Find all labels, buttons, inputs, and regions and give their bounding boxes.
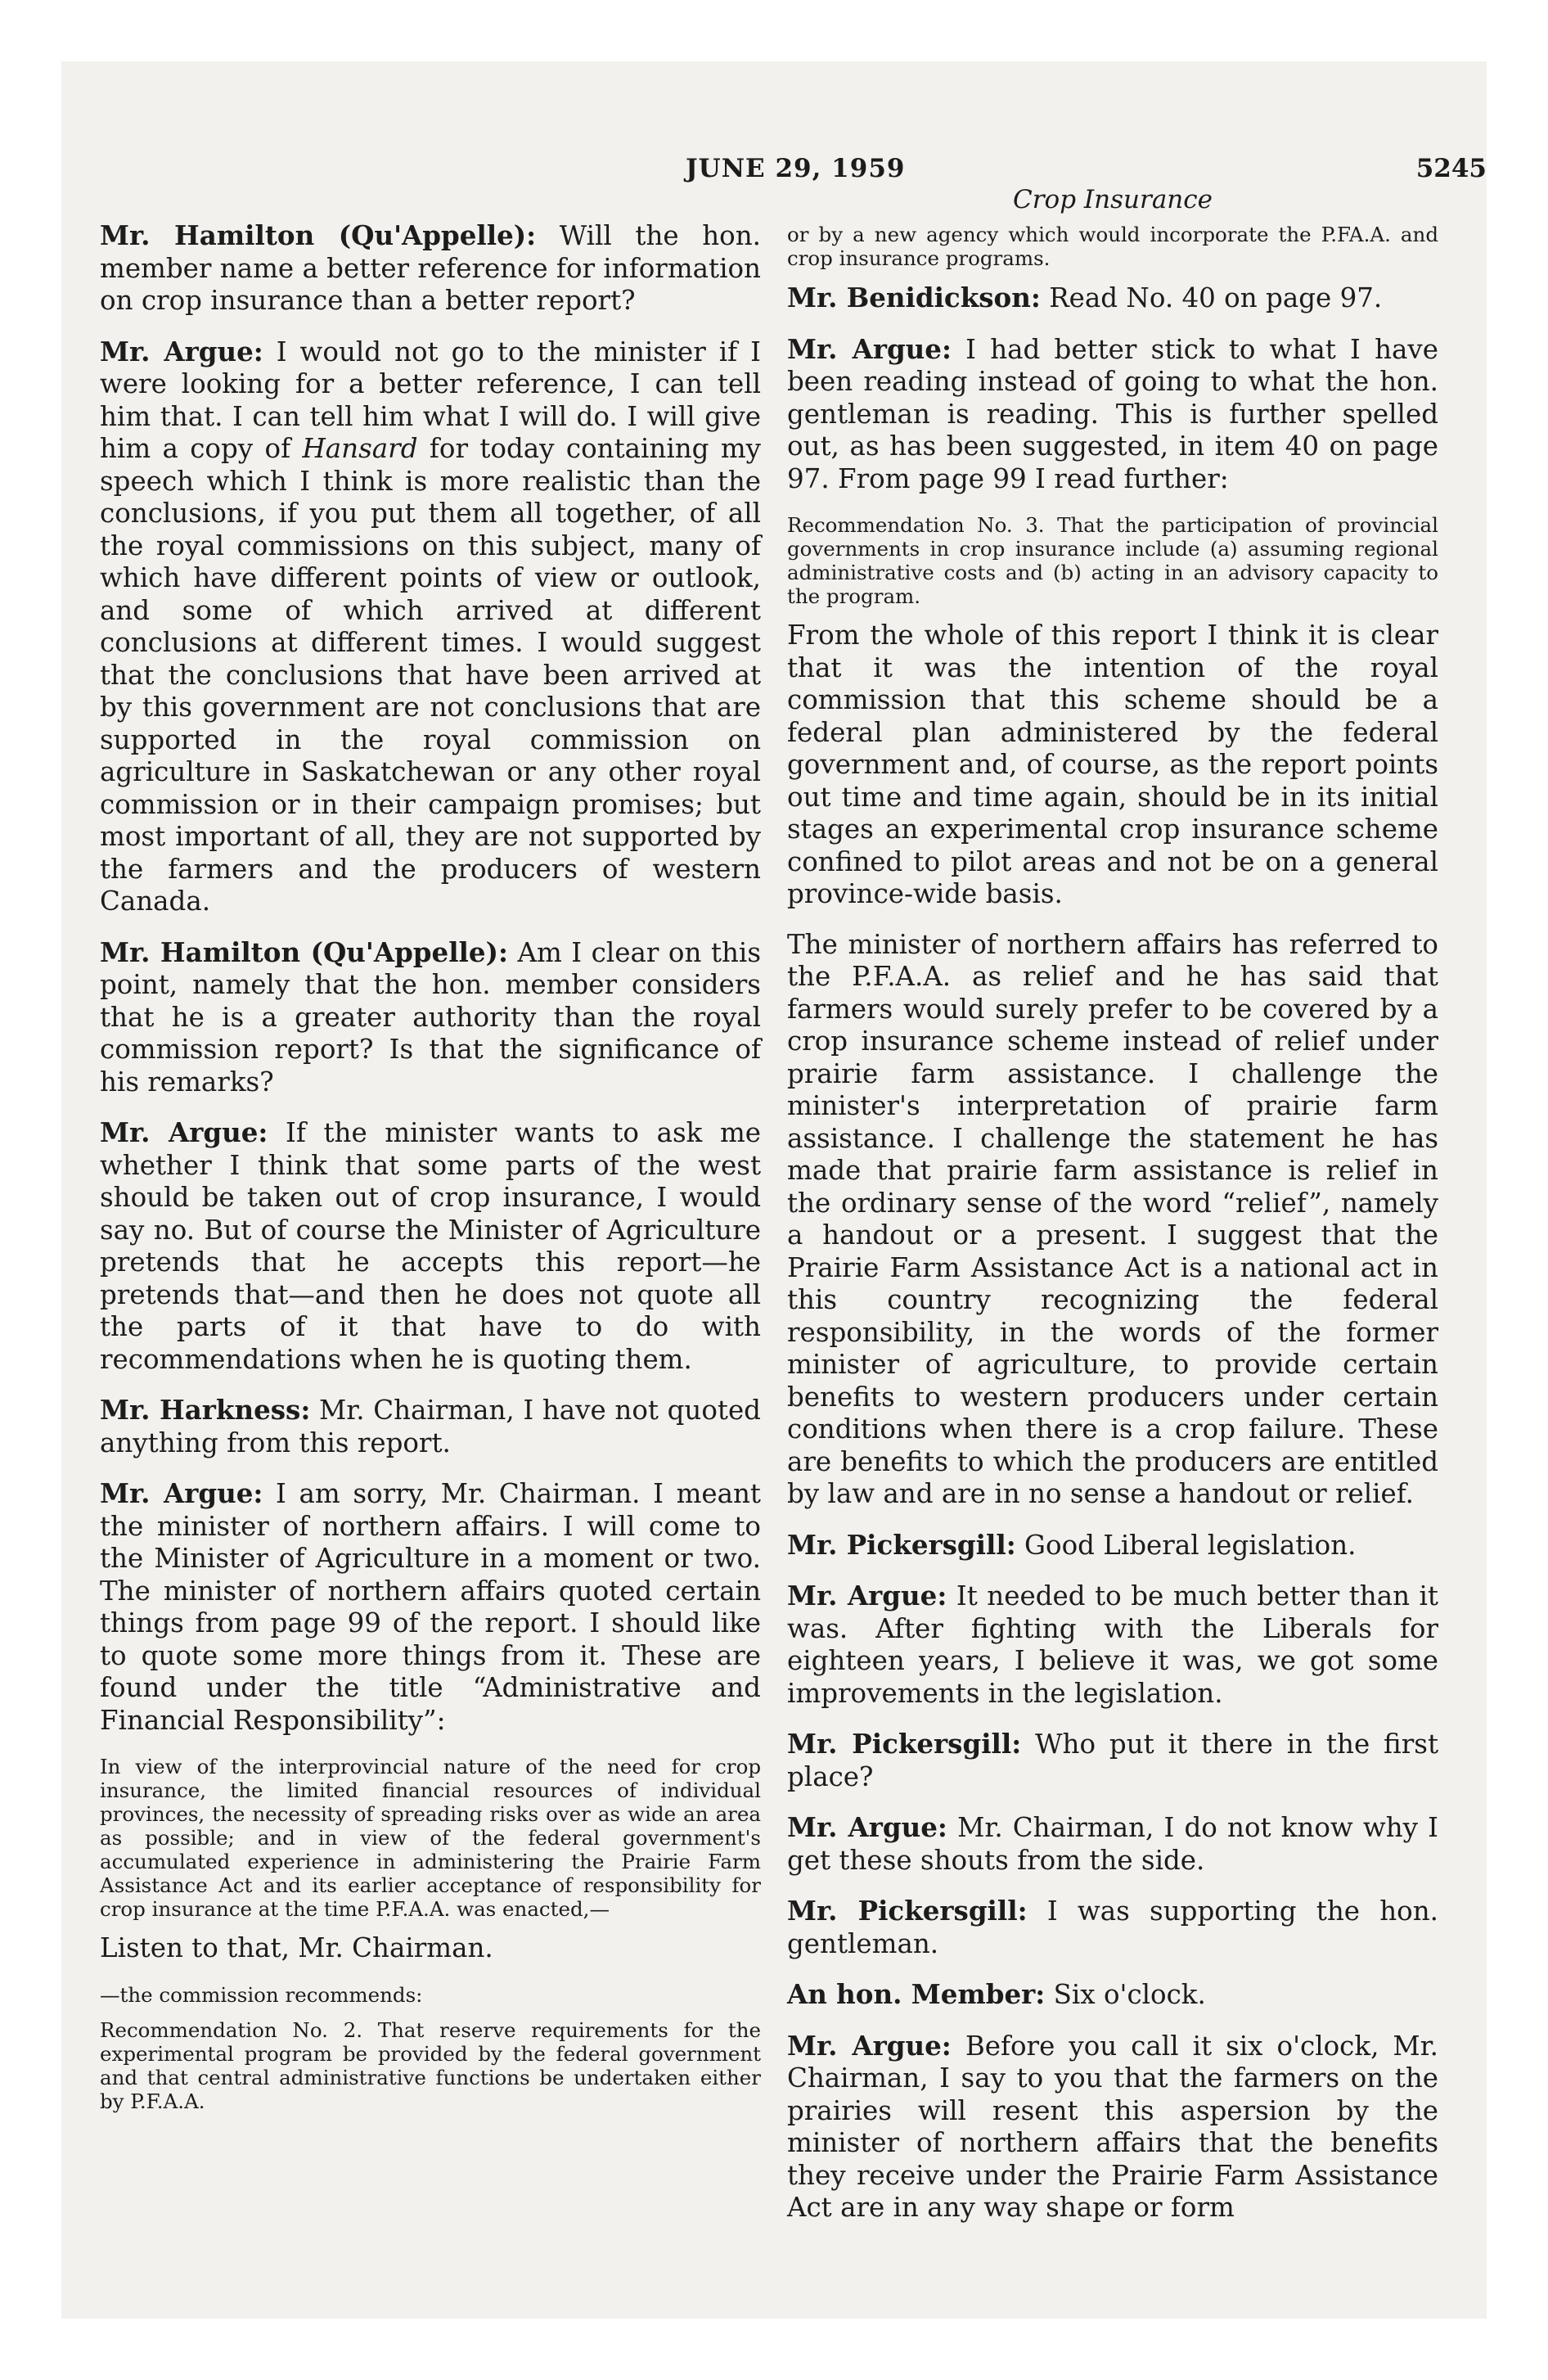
paragraph: From the whole of this report I think it is clear that it was the intention of the royal commission that this scheme should be a federal plan administered by the federal government and, of course, as the report points out time and time again, should be in its initial stages an experimental crop insurance scheme confined to pilot areas and not be on a general province-wide basis. <box>787 620 1438 909</box>
quoted-passage: Recommendation No. 3. That the participation of provincial governments in crop insurance include (a) assuming regional administrative costs and (b) acting in an advisory capacity to the program. <box>787 513 1438 608</box>
speech-text: Before you call it six o'clock, Mr. Chairman, I say to you that the farmers on the prairies will resent this aspersion by the minister of northern affairs that the benefits they receive under the Prairie Farm Assistance Act are in any way shape or form <box>787 2030 1438 2223</box>
speaker-name: Mr. Benidickson: <box>787 282 1041 313</box>
quoted-passage: Recommendation No. 2. That reserve requirements for the experimental program be provided by the federal government and that central administrative functions be undertaken either by P.F.A.A. <box>100 2017 761 2113</box>
right-column <box>787 219 1438 2243</box>
speech-text: Good Liberal legislation. <box>1015 1529 1357 1561</box>
paragraph <box>787 282 1438 315</box>
paragraph <box>100 336 761 918</box>
speech-text: If the minister wants to ask me whether I think that some parts of the west should be taken out of crop insurance, I would say no. But of course the Minister of Agriculture pretends that he accepts this report—he pretends that—and then he does not quote all the parts of it that have to do with recommendations when he is quoting them. <box>100 1117 761 1375</box>
speaker-name: Mr. Argue: <box>100 335 263 367</box>
paragraph <box>100 1477 761 1737</box>
paragraph <box>100 1116 761 1376</box>
quoted-passage: —the commission recommends: <box>100 1982 423 2007</box>
speaker-name: Mr. Argue: <box>787 1580 947 1611</box>
speech-text: Mr. Chairman, I have not quoted anything from this report. <box>100 1395 761 1458</box>
paragraph <box>787 1580 1438 1710</box>
italic-title: Hansard <box>302 433 418 464</box>
speech-text: I would not go to the minister if I were looking for a better reference, I can tell him that. I can tell him what I will do. I will give him a copy of <box>100 336 761 464</box>
paragraph <box>787 333 1438 496</box>
speaker-name: Mr. Argue: <box>787 2029 952 2062</box>
speech-text: Read No. 40 on page 97. <box>1040 282 1383 313</box>
speaker-name: Mr. Hamilton (Qu'Appelle): <box>100 219 537 251</box>
speaker-name: Mr. Argue: <box>787 1811 947 1843</box>
paragraph <box>787 1811 1438 1877</box>
paragraph: The minister of northern affairs has referred to the P.F.A.A. as relief and he has said that farmers would surely prefer to be covered by a crop insurance scheme instead of relief under prairie farm assistance. I challenge the minister's interpretation of prairie farm assistance. I challenge the statement he has made that prairie farm assistance is relief in the ordinary sense of the word “relief”, namely a handout or a present. I suggest that the Prairie Farm Assistance Act is a national act in this country recognizing the federal responsibility, in the words of the former minister of agriculture, to provide certain benefits to western producers under certain conditions when there is a crop failure. These are benefits to which the producers are entitled by law and are in no sense a handout or relief. <box>787 928 1438 1509</box>
speaker-name: Mr. Hamilton (Qu'Appelle): <box>100 935 508 968</box>
page-number: 5245 <box>1415 154 1487 183</box>
speaker-name: Mr. Argue: <box>100 1477 263 1509</box>
speech-text: Mr. Chairman, I do not know why I get these shouts from the side. <box>787 1812 1438 1876</box>
paragraph <box>100 1394 761 1459</box>
speech-text: I had better stick to what I have been reading instead of going to what the hon. gentleman is reading. This is further spelled out, as has been suggested, in item 40 on page 97. From page 99 I read further: <box>787 333 1438 494</box>
speech-text: I am sorry, Mr. Chairman. I meant the minister of northern affairs. I will come to the Minister of Agriculture in a moment or two. The minister of northern affairs quoted certain things from page 99 of the report. I should like to quote some more things from it. These are found under the title “Administrative and Financial Responsibility”: <box>100 1478 761 1736</box>
speaker-name: Mr. Argue: <box>100 1116 268 1148</box>
speech-text: Six o'clock. <box>1045 1979 1206 2010</box>
paragraph <box>100 219 761 318</box>
paragraph <box>787 1529 1438 1562</box>
paragraph <box>100 936 761 1099</box>
running-header-date: JUNE 29, 1959 <box>686 154 906 183</box>
speaker-name: Mr. Pickersgill: <box>787 1728 1022 1760</box>
paragraph <box>787 2030 1438 2224</box>
paragraph <box>787 1978 1438 2012</box>
speech-text: Who put it there in the first place? <box>787 1729 1439 1792</box>
speaker-name: Mr. Harkness: <box>100 1394 311 1426</box>
paragraph: Listen to that, Mr. Chairman. <box>100 1932 493 1963</box>
speech-text: Am I clear on this point, namely that the hon. member considers that he is a greater authority than the royal commission report? Is that the significance of his remarks? <box>100 936 762 1098</box>
section-title: Crop Insurance <box>1013 185 1213 214</box>
speaker-name: An hon. Member: <box>787 1978 1046 2010</box>
speaker-name: Mr. Pickersgill: <box>787 1895 1028 1927</box>
speech-text: Will the hon. member name a better reference for information on crop insurance than a better report? <box>100 220 762 316</box>
speech-text: I was supporting the hon. gentleman. <box>787 1895 1438 1959</box>
speech-text: for today containing my speech which I think is more realistic than the conclusions, if you put them all together, of all the royal commissions on this subject, many of which have different points of view or outlook, and some of which arrived at different conclusions at different times. I would suggest that the conclusions that have been arrived at by this government are not conclusions that are supported in the royal commission on agriculture in Saskatchewan or any other royal commission or in their campaign promises; but most important of all, they are not supported by the farmers and the producers of western Canada. <box>100 433 761 917</box>
left-column <box>100 219 761 2125</box>
speech-text: It needed to be much better than it was. After fighting with the Liberals for eighteen years, I believe it was, we got some improvements in the legislation. <box>787 1580 1438 1709</box>
quoted-passage: In view of the interprovincial nature of the need for crop insurance, the limited financial resources of individual provinces, the necessity of spreading risks over as wide an area as possible; and in view of the federal government's accumulated experience in administering the Prairie Farm Assistance Act and its earlier acceptance of responsibility for crop insurance at the time P.F.A.A. was enacted,— <box>100 1755 761 1921</box>
speaker-name: Mr. Pickersgill: <box>787 1528 1016 1561</box>
paragraph <box>787 1728 1438 1793</box>
quoted-passage: or by a new agency which would incorporate the P.FA.A. and crop insurance programs. <box>787 223 1438 270</box>
speaker-name: Mr. Argue: <box>787 332 952 365</box>
paragraph <box>787 1895 1438 1960</box>
